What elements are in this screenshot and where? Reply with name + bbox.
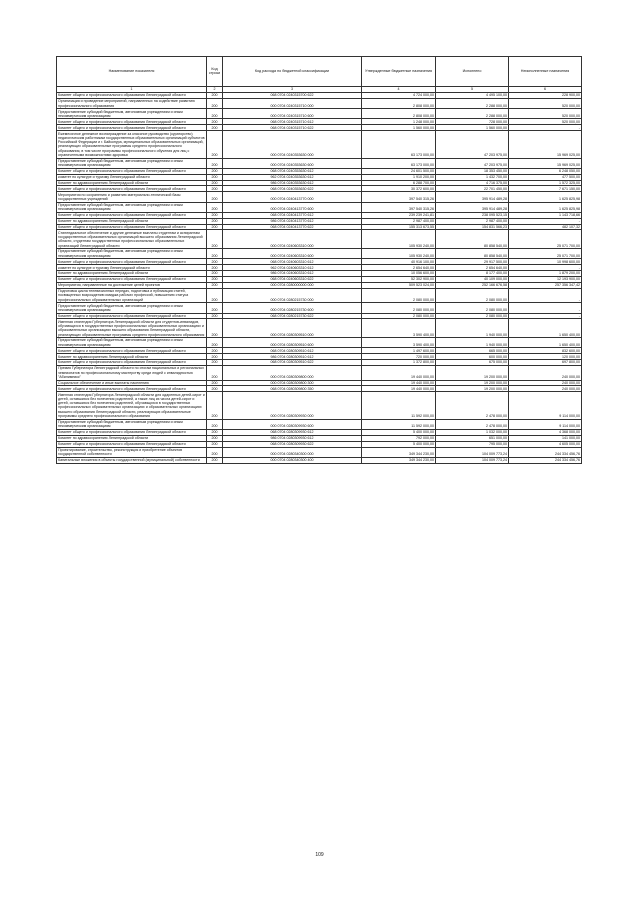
table-row <box>57 419 582 429</box>
table-body <box>57 93 582 463</box>
row-line-code: 200 <box>207 180 223 186</box>
row-unexecuted-amount: 228 900,00 <box>509 93 582 99</box>
row-line-code: 200 <box>207 119 223 125</box>
row-line-code: 200 <box>207 392 223 419</box>
row-line-code: 200 <box>207 338 223 348</box>
row-line-code: 200 <box>207 277 223 283</box>
row-line-code: 200 <box>207 457 223 463</box>
row-approved-amount: 40 916 100,00 <box>362 259 436 265</box>
row-unexecuted-amount: 240 000,00 <box>509 386 582 392</box>
row-indicator-name: Комитет общего и профессионального образования Ленинградской области <box>57 313 207 319</box>
row-budget-code: 068 0704 0240315710 622 <box>223 125 362 131</box>
row-line-code: 200 <box>207 259 223 265</box>
row-approved-amount: 1 248 000,00 <box>362 119 436 125</box>
row-executed-amount: 47 203 975,00 <box>436 131 509 158</box>
row-indicator-name: Именная стипендия Губернатора Ленинградской области для студентов-инвалидов, обучающихся в государственных профессиональных образовательных организациях и образовательных организациях высшего образования Ленинградской области, реализующих образовательные программы среднего профессионального образования <box>57 319 207 338</box>
row-budget-code: 000 0704 0240315710 000 <box>223 99 362 109</box>
row-unexecuted-amount: 244 334 456,76 <box>509 457 582 463</box>
row-budget-code: 000 0704 0280309930 000 <box>223 392 362 419</box>
row-approved-amount: 1 560 000,00 <box>362 125 436 131</box>
row-unexecuted-amount: 1 572 325,00 <box>509 180 582 186</box>
row-unexecuted-amount: 6 248 050,00 <box>509 168 582 174</box>
row-executed-amount: 2 654 640,00 <box>436 265 509 271</box>
row-approved-amount: 105 930 240,00 <box>362 249 436 259</box>
row-line-code: 200 <box>207 158 223 168</box>
row-line-code: 200 <box>207 282 223 288</box>
row-indicator-name: Комитет общего и профессионального образования Ленинградской области <box>57 212 207 218</box>
row-executed-amount: 19 200 000,00 <box>436 380 509 386</box>
row-unexecuted-amount: 9 114 000,00 <box>509 419 582 429</box>
row-line-code: 200 <box>207 109 223 119</box>
row-budget-code: 962 0704 0240353630 612 <box>223 174 362 180</box>
row-budget-code: 000 0704 0280340300 000 <box>223 447 362 457</box>
row-unexecuted-amount: 697 800,00 <box>509 360 582 366</box>
row-unexecuted-amount: - <box>509 265 582 271</box>
row-budget-code: 986 0704 0280309930 612 <box>223 435 362 441</box>
row-indicator-name: Комитет общего и профессионального образования Ленинградской области <box>57 360 207 366</box>
row-line-code: 200 <box>207 447 223 457</box>
row-budget-code: 068 0704 0240603310 622 <box>223 277 362 283</box>
row-budget-code: 000 0704 0280309800 300 <box>223 380 362 386</box>
row-executed-amount: 80 858 540,00 <box>436 249 509 259</box>
row-approved-amount: 1 497 600,00 <box>362 348 436 354</box>
row-indicator-name: Комитет общего и профессионального образования Ленинградской области <box>57 119 207 125</box>
table-row <box>57 99 582 109</box>
row-executed-amount: 1 032 000,00 <box>436 429 509 435</box>
row-indicator-name: комитет по культуре и туризму Ленинградской области <box>57 265 207 271</box>
column-number: 5 <box>436 86 509 93</box>
row-executed-amount: 395 914 489,28 <box>436 192 509 202</box>
row-unexecuted-amount: 1 625 825,98 <box>509 192 582 202</box>
row-indicator-name: Комитет общего и профессионального образования Ленинградской области <box>57 224 207 230</box>
row-executed-amount: 1 940 000,00 <box>436 319 509 338</box>
table-row <box>57 392 582 419</box>
row-budget-code: 000 0704 0280215730 000 <box>223 288 362 302</box>
row-approved-amount: 24 601 500,00 <box>362 168 436 174</box>
header-line-code: Код строки <box>207 57 223 87</box>
row-approved-amount: 11 592 000,00 <box>362 392 436 419</box>
row-approved-amount: 63 173 000,00 <box>362 131 436 158</box>
row-executed-amount: 2 478 000,00 <box>436 392 509 419</box>
row-budget-code: 068 0704 0240353630 612 <box>223 168 362 174</box>
row-approved-amount: 6 288 700,00 <box>362 180 436 186</box>
row-executed-amount: 154 831 566,23 <box>436 224 509 230</box>
row-line-code: 200 <box>207 313 223 319</box>
table-row <box>57 249 582 259</box>
row-line-code: 200 <box>207 192 223 202</box>
row-unexecuted-amount: - <box>509 313 582 319</box>
row-indicator-name: Капитальные вложения в объекты государственной (муниципальной) собственности <box>57 457 207 463</box>
header-unexecuted: Неисполненные назначения <box>509 57 582 87</box>
row-budget-code: 068 0704 0240603310 612 <box>223 259 362 265</box>
row-unexecuted-amount: 520 000,00 <box>509 99 582 109</box>
row-line-code: 200 <box>207 386 223 392</box>
row-executed-amount: 2 478 000,00 <box>436 419 509 429</box>
row-executed-amount: 104 009 773,24 <box>436 447 509 457</box>
row-indicator-name: Комитет по здравоохранению Ленинградской области <box>57 271 207 277</box>
row-line-code: 200 <box>207 93 223 99</box>
row-budget-code: 000 0704 0280215730 600 <box>223 303 362 313</box>
row-executed-amount: 665 000,00 <box>436 348 509 354</box>
row-line-code: 200 <box>207 186 223 192</box>
row-unexecuted-amount: 10 998 600,00 <box>509 259 582 265</box>
row-budget-code: 068 0704 0240315710 612 <box>223 119 362 125</box>
row-line-code: 200 <box>207 230 223 249</box>
row-approved-amount: 30 372 600,00 <box>362 186 436 192</box>
row-unexecuted-amount: 15 969 025,00 <box>509 131 582 158</box>
table-header-row <box>57 57 582 87</box>
row-executed-amount: 104 009 773,24 <box>436 457 509 463</box>
header-budget-code: Код расхода по бюджетной классификации <box>223 57 362 87</box>
row-executed-amount: 2 288 000,00 <box>436 109 509 119</box>
row-line-code: 200 <box>207 131 223 158</box>
row-approved-amount: 349 344 230,00 <box>362 457 436 463</box>
row-line-code: 200 <box>207 429 223 435</box>
row-budget-code: 068 0704 0280309510 622 <box>223 360 362 366</box>
row-indicator-name: Комитет общего и профессионального образования Ленинградской области <box>57 386 207 392</box>
row-budget-code: 000 0704 0240413770 000 <box>223 192 362 202</box>
row-line-code: 200 <box>207 99 223 109</box>
row-executed-amount: 2 080 000,00 <box>436 313 509 319</box>
header-executed: Исполнено <box>436 57 509 87</box>
row-budget-code: 000 0704 0280000000 000 <box>223 282 362 288</box>
row-indicator-name: Комитет общего и профессионального образования Ленинградской области <box>57 168 207 174</box>
row-indicator-name: Комитет по здравоохранению Ленинградской области <box>57 218 207 224</box>
row-indicator-name: Мероприятия, направленные на достижение целей проектов <box>57 282 207 288</box>
row-approved-amount: 397 540 315,26 <box>362 192 436 202</box>
row-line-code: 200 <box>207 265 223 271</box>
row-indicator-name: Мероприятия по сохранению и развитию материально-технической базы государственных учреждений <box>57 192 207 202</box>
table-row <box>57 288 582 302</box>
table-row <box>57 366 582 380</box>
row-budget-code: 000 0704 0280309510 000 <box>223 319 362 338</box>
row-line-code: 200 <box>207 168 223 174</box>
row-executed-amount: 252 166 676,58 <box>436 282 509 288</box>
header-indicator-name: Наименование показателя <box>57 57 207 87</box>
row-indicator-name: Предоставление субсидий бюджетным, автономным учреждениям и иным некоммерческим организациям <box>57 158 207 168</box>
row-budget-code: 068 0704 0280215730 622 <box>223 313 362 319</box>
row-indicator-name: Предоставление субсидий бюджетным, автономным учреждениям и иным некоммерческим организациям <box>57 303 207 313</box>
row-line-code: 200 <box>207 202 223 212</box>
row-indicator-name: комитет по культуре и туризму Ленинградской области <box>57 174 207 180</box>
row-unexecuted-amount: 25 071 700,00 <box>509 249 582 259</box>
row-approved-amount: 11 592 000,00 <box>362 419 436 429</box>
row-unexecuted-amount: 477 500,00 <box>509 174 582 180</box>
row-budget-code: 000 0704 0280309800 000 <box>223 366 362 380</box>
row-indicator-name: Комитет общего и профессионального образования Ленинградской области <box>57 125 207 131</box>
row-indicator-name: Комитет общего и профессионального образования Ленинградской области <box>57 277 207 283</box>
table-row <box>57 457 582 463</box>
row-budget-code: 068 0704 0240315700 622 <box>223 93 362 99</box>
row-approved-amount: 1 910 200,00 <box>362 174 436 180</box>
row-indicator-name: Ежемесячное денежное вознаграждение за классное руководство (кураторство) педагогическим работникам государственных образовательных организаций субъектов Российской Федерации и г. Байконура, муниципальных образовательных организаций, реализующих образовательные программы среднего профессионального образования, в том числе программы профессионального обучения для лиц с ограниченными возможностями здоровья <box>58 131 205 158</box>
row-approved-amount: 3 590 400,00 <box>362 338 436 348</box>
row-unexecuted-amount: - <box>509 125 582 131</box>
row-executed-amount: 2 288 000,00 <box>436 99 509 109</box>
row-indicator-name: Предоставление субсидий бюджетным, автономным учреждениям и иным некоммерческим организациям <box>57 109 207 119</box>
row-budget-code: 068 0704 0280309930 622 <box>223 441 362 447</box>
row-line-code: 200 <box>207 380 223 386</box>
row-line-code: 200 <box>207 441 223 447</box>
row-indicator-name: Проектирование, строительство, реконструкция и приобретение объектов государственной собственности <box>57 447 207 457</box>
row-indicator-name: Комитет по здравоохранению Ленинградской области <box>57 180 207 186</box>
row-indicator-name: Комитет по здравоохранению Ленинградской области <box>57 435 207 441</box>
row-approved-amount: 155 313 673,55 <box>362 224 436 230</box>
row-executed-amount: 651 000,00 <box>436 435 509 441</box>
table-row <box>57 131 582 158</box>
row-indicator-name: Премия Губернатора Ленинградской области по итогам национальных и региональных чемпионатов по профессиональному мастерству среди людей с инвалидностью "Абилимпикс" <box>57 366 207 380</box>
column-number: 1 <box>57 86 207 93</box>
budget-execution-table <box>56 56 582 464</box>
row-unexecuted-amount: 120 000,00 <box>509 354 582 360</box>
row-budget-code: 068 0704 0280309800 350 <box>223 386 362 392</box>
row-line-code: 200 <box>207 348 223 354</box>
row-executed-amount: 19 200 000,00 <box>436 386 509 392</box>
row-budget-code: 000 0704 0240353630 600 <box>223 158 362 168</box>
row-unexecuted-amount: 832 600,00 <box>509 348 582 354</box>
table-row <box>57 109 582 119</box>
row-executed-amount: 795 000,00 <box>436 441 509 447</box>
row-unexecuted-amount: 1 650 400,00 <box>509 319 582 338</box>
row-executed-amount: 47 203 975,00 <box>436 158 509 168</box>
column-number-row <box>57 86 582 93</box>
row-approved-amount: 52 302 900,00 <box>362 277 436 283</box>
row-unexecuted-amount: - <box>509 303 582 313</box>
row-approved-amount: 63 173 000,00 <box>362 158 436 168</box>
row-approved-amount: 3 590 400,00 <box>362 319 436 338</box>
row-approved-amount: 720 000,00 <box>362 354 436 360</box>
row-budget-code: 000 0704 0280340300 400 <box>223 457 362 463</box>
row-unexecuted-amount: 1 879 200,00 <box>509 271 582 277</box>
row-executed-amount: 4 495 100,00 <box>436 93 509 99</box>
row-executed-amount: 19 200 000,00 <box>436 366 509 380</box>
row-approved-amount: 349 344 230,00 <box>362 447 436 457</box>
row-budget-code: 068 0704 0240413770 612 <box>223 212 362 218</box>
row-budget-code: 068 0704 0280309930 612 <box>223 429 362 435</box>
row-unexecuted-amount: 240 000,00 <box>509 380 582 386</box>
row-budget-code: 068 0704 0240413770 622 <box>223 224 362 230</box>
row-budget-code: 986 0704 0240353630 612 <box>223 180 362 186</box>
row-indicator-name: Подготовка цикла телевизионных передач, подготовка и публикация статей, посвященных возрождению имиджа рабочих профессий, повышению статуса профессиональных образовательных организаций <box>57 288 207 302</box>
row-approved-amount: 239 239 241,81 <box>362 212 436 218</box>
row-unexecuted-amount: 7 671 150,00 <box>509 186 582 192</box>
row-unexecuted-amount: 244 334 456,76 <box>509 447 582 457</box>
row-line-code: 200 <box>207 366 223 380</box>
row-approved-amount: 1 372 800,00 <box>362 360 436 366</box>
row-executed-amount: 600 000,00 <box>436 354 509 360</box>
row-indicator-name: Комитет общего и профессионального образования Ленинградской области <box>57 259 207 265</box>
row-approved-amount: 2 080 000,00 <box>362 303 436 313</box>
table-row <box>57 319 582 338</box>
table-row <box>57 202 582 212</box>
row-indicator-name: Комитет общего и профессионального образования Ленинградской области <box>57 93 207 99</box>
row-budget-code: 068 0704 0240353630 622 <box>223 186 362 192</box>
row-indicator-name: Комитет общего и профессионального образования Ленинградской области <box>57 441 207 447</box>
row-approved-amount: 5 400 000,00 <box>362 441 436 447</box>
row-line-code: 200 <box>207 354 223 360</box>
row-unexecuted-amount: 520 000,00 <box>509 109 582 119</box>
row-unexecuted-amount: - <box>509 218 582 224</box>
row-line-code: 200 <box>207 125 223 131</box>
row-approved-amount: 2 808 000,00 <box>362 99 436 109</box>
row-unexecuted-amount: 25 071 700,00 <box>509 230 582 249</box>
row-executed-amount: 728 000,00 <box>436 119 509 125</box>
header-approved: Утвержденные бюджетные назначения <box>362 57 436 87</box>
row-unexecuted-amount: 257 356 347,42 <box>509 282 582 288</box>
row-unexecuted-amount: 9 114 000,00 <box>509 392 582 419</box>
row-unexecuted-amount: 141 000,00 <box>509 435 582 441</box>
row-indicator-name: Организация и проведение мероприятий, направленных на содействие развитию профессионального образования <box>57 99 207 109</box>
column-number: 2 <box>207 86 223 93</box>
row-approved-amount: 19 440 000,00 <box>362 380 436 386</box>
table-row <box>57 192 582 202</box>
row-indicator-name: Предоставление субсидий бюджетным, автономным учреждениям и иным некоммерческим организациям <box>57 249 207 259</box>
row-line-code: 200 <box>207 218 223 224</box>
row-unexecuted-amount: 1 143 718,66 <box>509 212 582 218</box>
row-budget-code: 000 0704 0240603310 600 <box>223 249 362 259</box>
row-approved-amount: 2 654 640,00 <box>362 265 436 271</box>
row-budget-code: 000 0704 0280309930 600 <box>223 419 362 429</box>
table-row <box>57 338 582 348</box>
row-approved-amount: 509 523 024,00 <box>362 282 436 288</box>
row-approved-amount: 10 056 600,00 <box>362 271 436 277</box>
row-indicator-name: Предоставление субсидий бюджетным, автономным учреждениям и иным некоммерческим организациям <box>57 419 207 429</box>
row-budget-code: 068 0704 0280309510 612 <box>223 348 362 354</box>
row-executed-amount: 29 917 500,00 <box>436 259 509 265</box>
row-approved-amount: 792 000,00 <box>362 435 436 441</box>
row-line-code: 200 <box>207 435 223 441</box>
column-number: 4 <box>362 86 436 93</box>
row-approved-amount: 397 540 315,26 <box>362 202 436 212</box>
row-indicator-name: Стипендиальное обеспечение и другие денежные выплаты студентам и аспирантам государственных образовательных организаций высшего образования Ленинградской области, студентам государственных профессиональных образовательных организаций Ленинградской области <box>57 230 207 249</box>
row-approved-amount: 2 080 000,00 <box>362 288 436 302</box>
row-unexecuted-amount: 12 193 900,00 <box>509 277 582 283</box>
row-approved-amount: 19 440 000,00 <box>362 366 436 380</box>
row-line-code: 200 <box>207 224 223 230</box>
row-executed-amount: 395 914 489,28 <box>436 202 509 212</box>
row-indicator-name: Предоставление субсидий бюджетным, автономным учреждениям и иным некоммерческим организациям <box>57 338 207 348</box>
row-indicator-name: Комитет общего и профессионального образования Ленинградской области <box>57 429 207 435</box>
row-indicator-name: Социальное обеспечение и иные выплаты населению <box>57 380 207 386</box>
row-executed-amount: 22 701 450,00 <box>436 186 509 192</box>
row-approved-amount: 5 400 000,00 <box>362 429 436 435</box>
row-unexecuted-amount: - <box>509 288 582 302</box>
row-approved-amount: 2 080 000,00 <box>362 313 436 319</box>
row-budget-code: 000 0704 0240603310 000 <box>223 230 362 249</box>
row-approved-amount: 105 930 240,00 <box>362 230 436 249</box>
row-executed-amount: 18 353 450,00 <box>436 168 509 174</box>
row-executed-amount: 40 109 000,00 <box>436 277 509 283</box>
row-budget-code: 986 0704 0280309510 612 <box>223 354 362 360</box>
row-executed-amount: 80 858 540,00 <box>436 230 509 249</box>
row-unexecuted-amount: 240 000,00 <box>509 366 582 380</box>
row-budget-code: 962 0704 0240603310 612 <box>223 265 362 271</box>
row-executed-amount: 8 177 400,00 <box>436 271 509 277</box>
row-line-code: 200 <box>207 303 223 313</box>
row-budget-code: 000 0704 0240413770 600 <box>223 202 362 212</box>
row-approved-amount: 2 987 400,00 <box>362 218 436 224</box>
row-executed-amount: 4 716 375,00 <box>436 180 509 186</box>
row-line-code: 200 <box>207 288 223 302</box>
table-row <box>57 230 582 249</box>
row-budget-code: 000 0704 0240315710 600 <box>223 109 362 119</box>
row-approved-amount: 4 724 000,00 <box>362 93 436 99</box>
row-executed-amount: 238 095 523,15 <box>436 212 509 218</box>
row-budget-code: 000 0704 0240353630 000 <box>223 131 362 158</box>
row-executed-amount: 2 080 000,00 <box>436 303 509 313</box>
row-executed-amount: 1 432 700,00 <box>436 174 509 180</box>
row-executed-amount: 2 987 400,00 <box>436 218 509 224</box>
row-executed-amount: 675 000,00 <box>436 360 509 366</box>
row-line-code: 200 <box>207 419 223 429</box>
row-unexecuted-amount: 1 625 825,98 <box>509 202 582 212</box>
row-unexecuted-amount: 4 368 000,00 <box>509 429 582 435</box>
row-indicator-name: Именная стипендия Губернатора Ленинградской области для одаренных детей-сирот и детей, оставшихся без попечения родителей, а также лиц из числа детей-сирот и детей, оставшихся без попечения родителей, обучающихся в государственных профессиональных образовательных организациях и образовательных организациях высшего образования Ленинградской области, реализующих образовательные программы среднего профессионального образования <box>58 392 205 419</box>
row-approved-amount: 19 440 000,00 <box>362 386 436 392</box>
row-executed-amount: 1 940 000,00 <box>436 338 509 348</box>
row-approved-amount: 2 808 000,00 <box>362 109 436 119</box>
row-unexecuted-amount: 15 969 025,00 <box>509 158 582 168</box>
row-indicator-name: Комитет по здравоохранению Ленинградской области <box>57 354 207 360</box>
row-indicator-name: Предоставление субсидий бюджетным, автономным учреждениям и иным некоммерческим организациям <box>57 202 207 212</box>
row-line-code: 200 <box>207 249 223 259</box>
table-row <box>57 303 582 313</box>
row-unexecuted-amount: 1 650 400,00 <box>509 338 582 348</box>
row-executed-amount: 1 560 000,00 <box>436 125 509 131</box>
row-budget-code: 986 0704 0240413770 612 <box>223 218 362 224</box>
page-number: 109 <box>315 852 324 858</box>
row-line-code: 200 <box>207 212 223 218</box>
column-number: 3 <box>223 86 362 93</box>
row-unexecuted-amount: 4 605 000,00 <box>509 441 582 447</box>
column-number: 6 <box>509 86 582 93</box>
row-line-code: 200 <box>207 271 223 277</box>
row-line-code: 200 <box>207 174 223 180</box>
row-unexecuted-amount: 520 000,00 <box>509 119 582 125</box>
row-budget-code: 986 0704 0240603310 612 <box>223 271 362 277</box>
row-indicator-name: Комитет общего и профессионального образования Ленинградской области <box>57 348 207 354</box>
row-budget-code: 000 0704 0280309510 600 <box>223 338 362 348</box>
row-line-code: 200 <box>207 360 223 366</box>
table-row <box>57 158 582 168</box>
row-indicator-name: Комитет общего и профессионального образования Ленинградской области <box>57 186 207 192</box>
row-executed-amount: 2 080 000,00 <box>436 288 509 302</box>
row-line-code: 200 <box>207 319 223 338</box>
row-unexecuted-amount: 482 107,32 <box>509 224 582 230</box>
table-row <box>57 447 582 457</box>
